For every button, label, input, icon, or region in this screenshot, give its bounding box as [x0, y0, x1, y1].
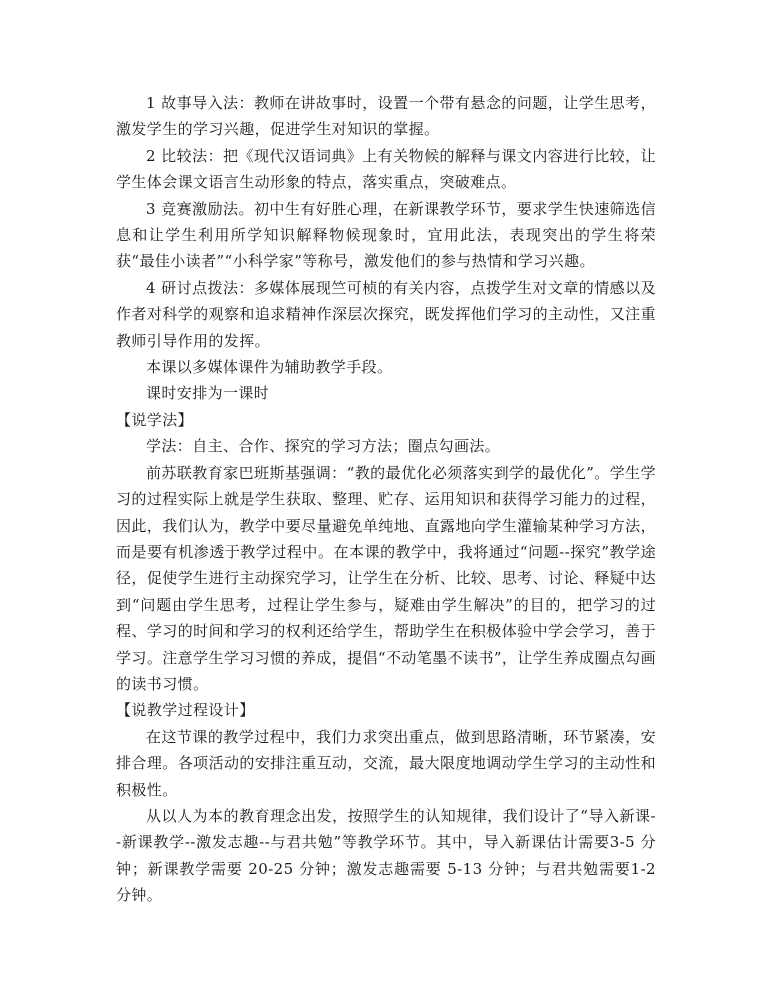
paragraph-competition-method: 3 竞赛激励法。初中生有好胜心理，在新课教学环节，要求学生快速筛选信息和让学生利用所学知识解释物候现象时，宜用此法，表现突出的学生将荣获“最佳小读者”“小科学家”等称号，激发他们的参与热情和学习兴趣。 — [116, 199, 656, 271]
document-body — [116, 90, 656, 909]
paragraph-process-timing: 从以人为本的教育理念出发，按照学生的认知规律，我们设计了“导入新课--新课教学--激发志趣--与君共勉”等教学环节。其中，导入新课估计需要3-5 分钟；新课教学需要 20-25 分钟；激发志趣需要 5-13 分钟；与君共勉需要1-2 分钟。 — [116, 806, 656, 905]
section-heading-process-design: 【说教学过程设计】 — [116, 701, 255, 720]
section-heading-learning-methods: 【说学法】 — [116, 410, 194, 429]
paragraph-story-method: 1 故事导入法：教师在讲故事时，设置一个带有悬念的问题，让学生思考，激发学生的学习兴趣，促进学生对知识的掌握。 — [116, 94, 656, 139]
paragraph-babansky: 前苏联教育家巴班斯基强调：“教的最优化必须落实到学的最优化”。学生学习的过程实际上就是学生获取、整理、贮存、运用知识和获得学习能力的过程，因此，我们认为，教学中要尽量避免单纯地、直露地向学生灌输某种学习方法，而是要有机渗透于教学过程中。在本课的教学中，我将通过“问题--探究”教学途径，促使学生进行主动探究学习，让学生在分析、比较、思考、讨论、释疑中达到“问题由学生思考，过程让学生参与，疑难由学生解决”的目的，把学习的过程、学习的时间和学习的权利还给学生，帮助学生在积极体验中学会学习，善于学习。注意学生学习习惯的养成，提倡“不动笔墨不读书”，让学生养成圈点勾画的读书习惯。 — [116, 463, 656, 693]
paragraph-comparison-method: 2 比较法：把《现代汉语词典》上有关物候的解释与课文内容进行比较，让学生体会课文语言生动形象的特点，落实重点，突破难点。 — [116, 146, 656, 192]
paragraph-learning-methods: 学法：自主、合作、探究的学习方法；圈点勾画法。 — [146, 437, 501, 456]
paragraph-discussion-method: 4 研讨点拨法：多媒体展现竺可桢的有关内容，点拨学生对文章的情感以及作者对科学的观察和追求精神作深层次探究，既发挥他们学习的主动性，又注重教师引导作用的发挥。 — [116, 278, 656, 350]
paragraph-multimedia: 本课以多媒体课件为辅助教学手段。 — [146, 358, 393, 377]
paragraph-class-hours: 课时安排为一课时 — [146, 384, 270, 403]
paragraph-process-overview: 在这节课的教学过程中，我们力求突出重点，做到思路清晰，环节紧凑，安排合理。各项活动的安排注重互动，交流，最大限度地调动学生学习的主动性和积极性。 — [116, 727, 656, 799]
